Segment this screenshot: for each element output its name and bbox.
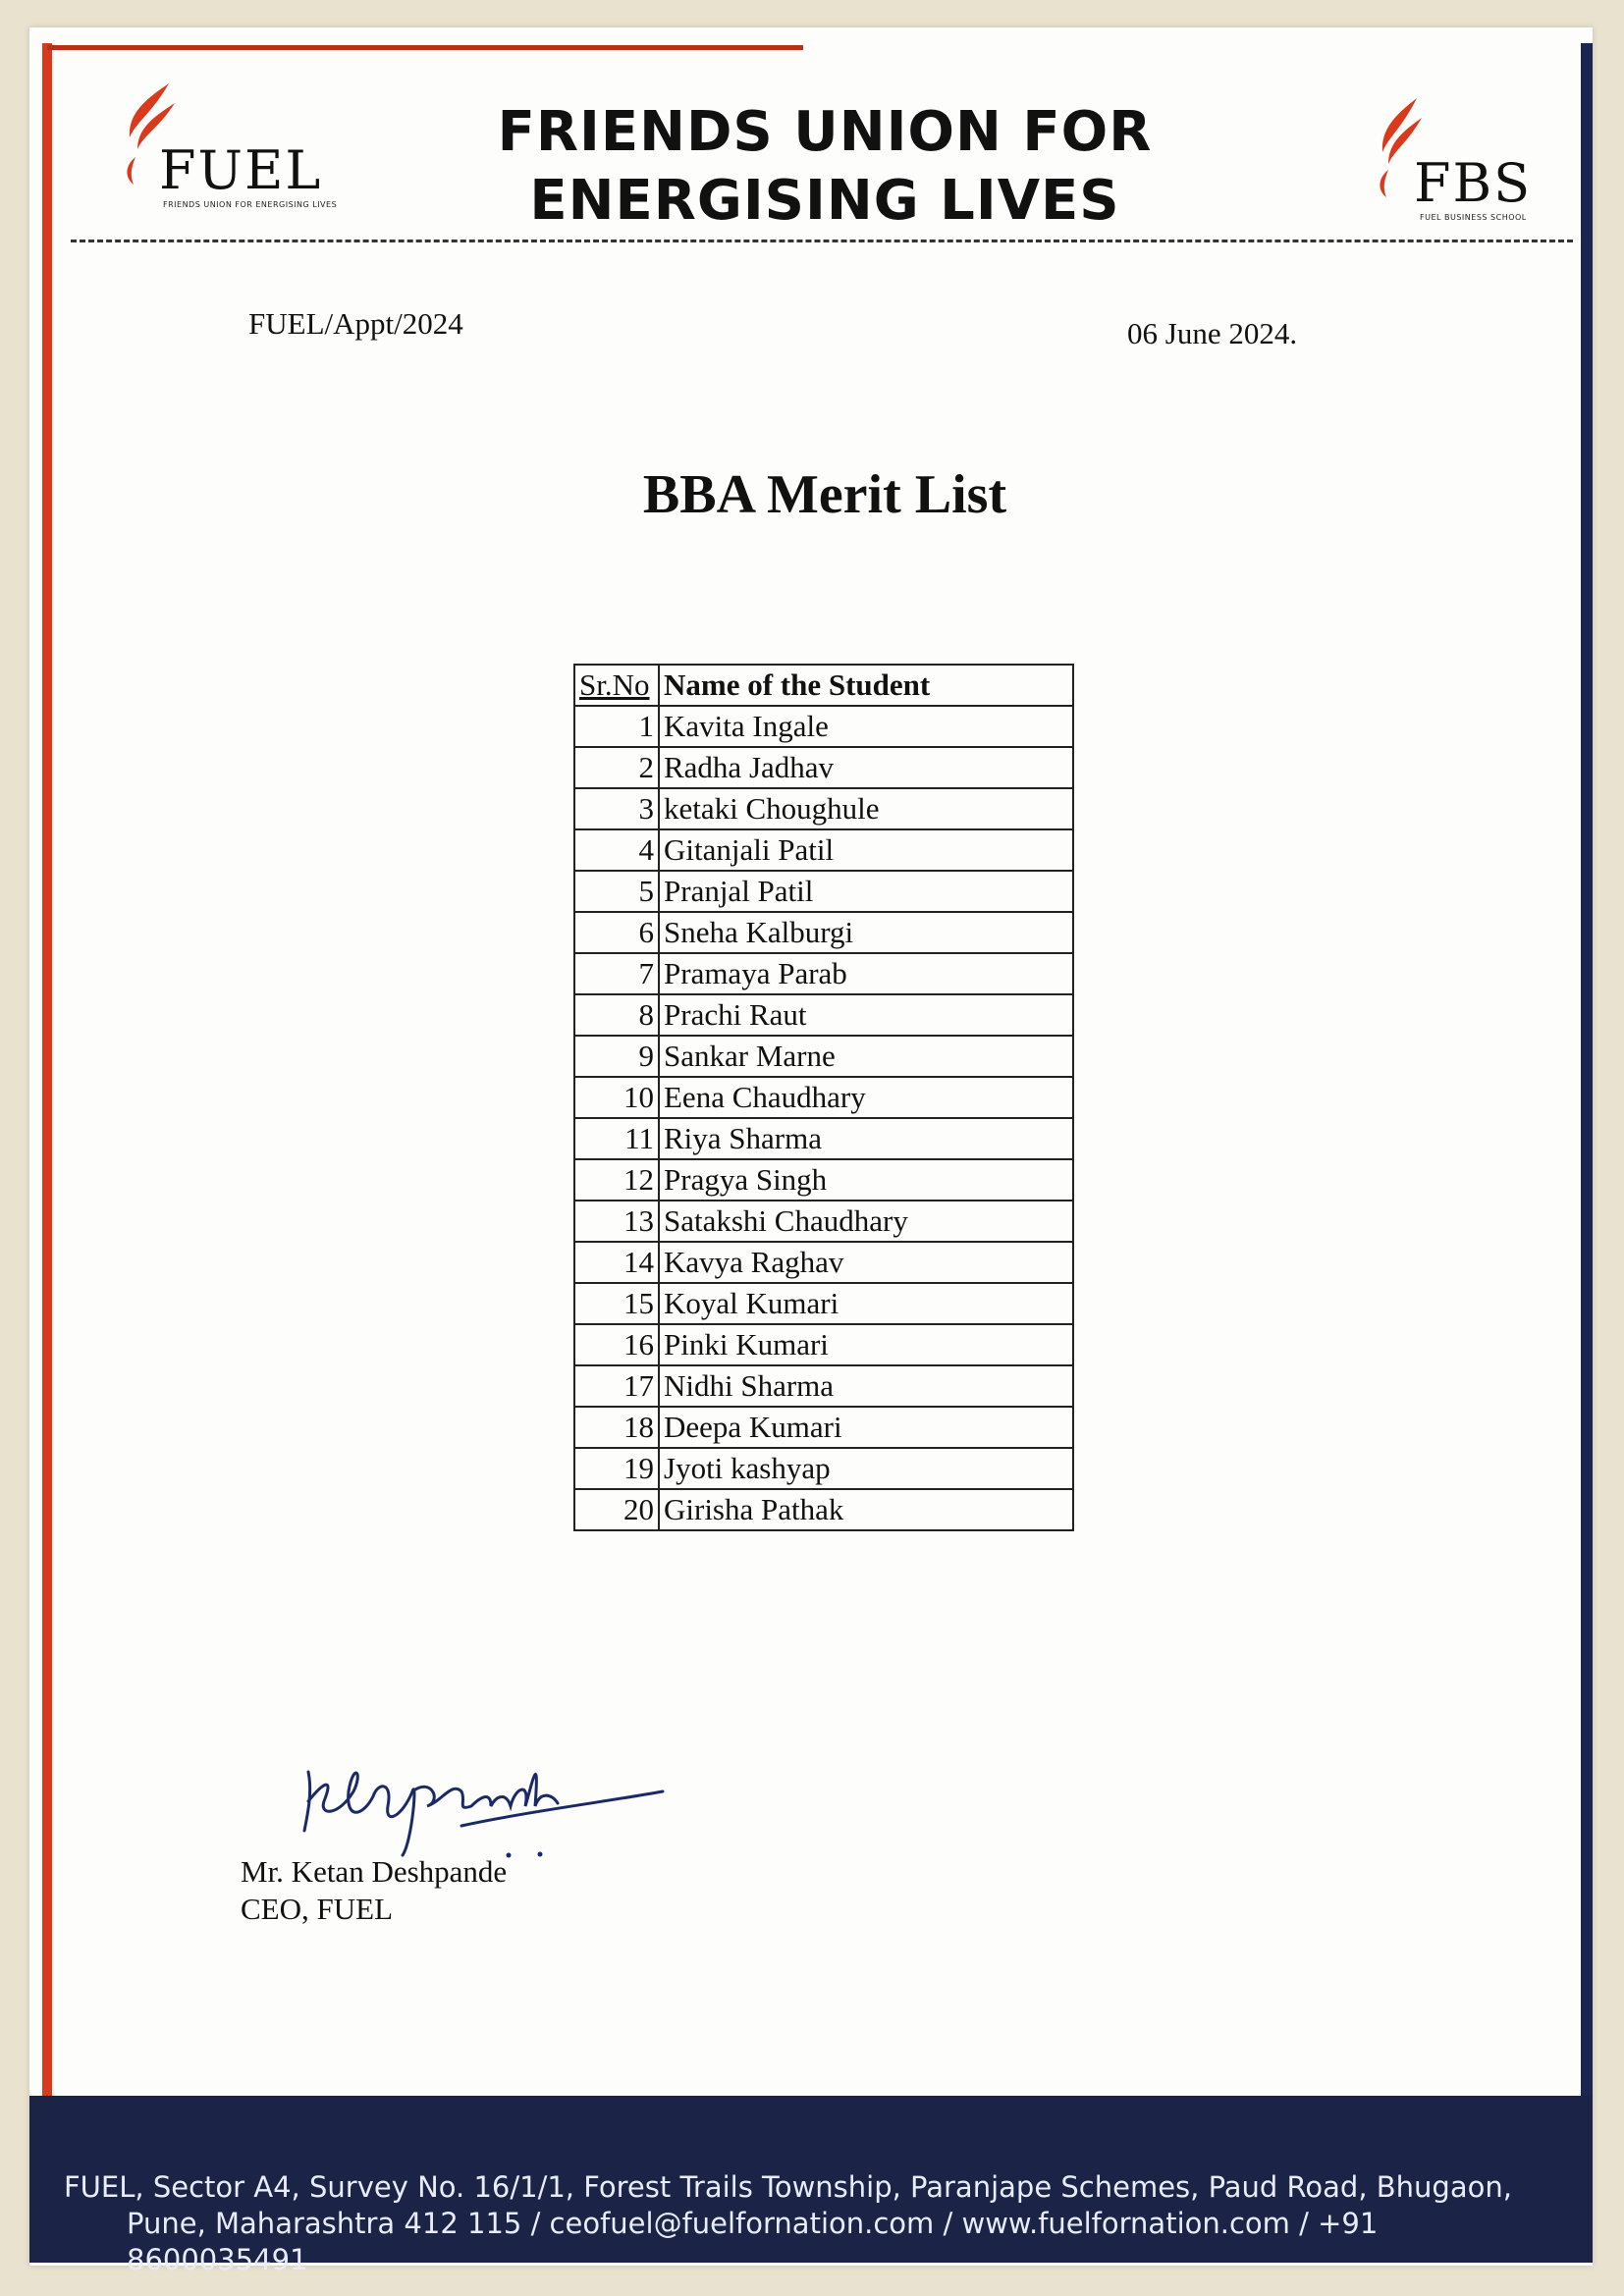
cell-srno: 4 — [574, 829, 659, 871]
cell-srno: 17 — [574, 1365, 659, 1407]
table-row — [574, 1365, 1073, 1407]
top-red-rule — [47, 45, 803, 50]
table-row — [574, 1036, 1073, 1077]
table-row — [574, 953, 1073, 994]
table-row — [574, 788, 1073, 829]
table-row — [574, 1118, 1073, 1159]
table-row — [574, 912, 1073, 953]
cell-srno: 1 — [574, 706, 659, 747]
cell-student-name: Radha Jadhav — [659, 747, 1073, 788]
footer-line-1: FUEL, Sector A4, Survey No. 16/1/1, Forest Trails Township, Paranjape Schemes, Paud Road, Bhugaon, — [64, 2170, 1512, 2204]
table-row — [574, 1159, 1073, 1201]
organization-title — [471, 98, 1178, 236]
table-row — [574, 829, 1073, 871]
cell-srno: 16 — [574, 1324, 659, 1365]
cell-srno: 14 — [574, 1242, 659, 1283]
cell-student-name: Pragya Singh — [659, 1159, 1073, 1201]
cell-student-name: Pramaya Parab — [659, 953, 1073, 994]
header-divider — [71, 240, 1573, 242]
footer-address — [64, 2169, 1556, 2278]
cell-student-name: Koyal Kumari — [659, 1283, 1073, 1324]
cell-srno: 15 — [574, 1283, 659, 1324]
right-navy-border — [1581, 43, 1593, 2163]
table-row — [574, 1283, 1073, 1324]
signatory-designation: CEO, FUEL — [241, 1892, 393, 1926]
cell-srno: 7 — [574, 953, 659, 994]
fbs-logo-word: FBS — [1414, 152, 1533, 214]
cell-student-name: Girisha Pathak — [659, 1489, 1073, 1530]
table-row — [574, 1077, 1073, 1118]
table-row — [574, 1407, 1073, 1448]
cell-srno: 13 — [574, 1201, 659, 1242]
signature-image — [295, 1723, 677, 1870]
table-row — [574, 706, 1073, 747]
cell-srno: 19 — [574, 1448, 659, 1489]
table-row — [574, 1324, 1073, 1365]
fuel-logo-word: FUEL — [159, 139, 323, 201]
cell-srno: 12 — [574, 1159, 659, 1201]
table-row — [574, 994, 1073, 1036]
merit-list-table — [573, 664, 1074, 1531]
cell-srno: 8 — [574, 994, 659, 1036]
cell-srno: 18 — [574, 1407, 659, 1448]
table-row — [574, 871, 1073, 912]
document-title: BBA Merit List — [642, 464, 1007, 525]
cell-srno: 6 — [574, 912, 659, 953]
fuel-logo — [108, 79, 344, 216]
cell-srno: 9 — [574, 1036, 659, 1077]
title-line-1: FRIENDS UNION FOR — [497, 100, 1153, 164]
cell-srno: 2 — [574, 747, 659, 788]
table-header-row — [574, 665, 1073, 706]
cell-student-name: Gitanjali Patil — [659, 829, 1073, 871]
cell-student-name: Kavya Raghav — [659, 1242, 1073, 1283]
cell-student-name: Sneha Kalburgi — [659, 912, 1073, 953]
cell-student-name: Riya Sharma — [659, 1118, 1073, 1159]
table-row — [574, 1242, 1073, 1283]
cell-student-name: Kavita Ingale — [659, 706, 1073, 747]
cell-student-name: Pranjal Patil — [659, 871, 1073, 912]
cell-student-name: Nidhi Sharma — [659, 1365, 1073, 1407]
cell-srno: 20 — [574, 1489, 659, 1530]
cell-srno: 5 — [574, 871, 659, 912]
fbs-logo-tagline: FUEL BUSINESS SCHOOL — [1420, 213, 1527, 222]
cell-student-name: Jyoti kashyap — [659, 1448, 1073, 1489]
left-red-border — [42, 43, 52, 2149]
cell-student-name: Sankar Marne — [659, 1036, 1073, 1077]
column-header-srno: Sr.No — [574, 665, 659, 706]
column-header-name: Name of the Student — [659, 665, 1073, 706]
cell-srno: 3 — [574, 788, 659, 829]
signatory-block — [241, 1853, 507, 1928]
table-row — [574, 1448, 1073, 1489]
cell-srno: 10 — [574, 1077, 659, 1118]
cell-student-name: Satakshi Chaudhary — [659, 1201, 1073, 1242]
fbs-logo — [1363, 93, 1549, 231]
table-row — [574, 1489, 1073, 1530]
cell-student-name: ketaki Choughule — [659, 788, 1073, 829]
fuel-logo-tagline: FRIENDS UNION FOR ENERGISING LIVES — [163, 200, 338, 209]
reference-number: FUEL/Appt/2024 — [248, 306, 463, 341]
cell-student-name: Prachi Raut — [659, 994, 1073, 1036]
document-date: 06 June 2024. — [1127, 316, 1298, 350]
signatory-name: Mr. Ketan Deshpande — [241, 1854, 508, 1889]
footer-line-2: Pune, Maharashtra 412 115 / ceofuel@fuelfornation.com / www.fuelfornation.com / +91 8600035491 — [127, 2207, 1379, 2276]
title-line-2: ENERGISING LIVES — [529, 169, 1120, 233]
table-row — [574, 747, 1073, 788]
cell-student-name: Pinki Kumari — [659, 1324, 1073, 1365]
cell-srno: 11 — [574, 1118, 659, 1159]
table-body — [574, 706, 1073, 1530]
cell-student-name: Eena Chaudhary — [659, 1077, 1073, 1118]
cell-student-name: Deepa Kumari — [659, 1407, 1073, 1448]
table-row — [574, 1201, 1073, 1242]
